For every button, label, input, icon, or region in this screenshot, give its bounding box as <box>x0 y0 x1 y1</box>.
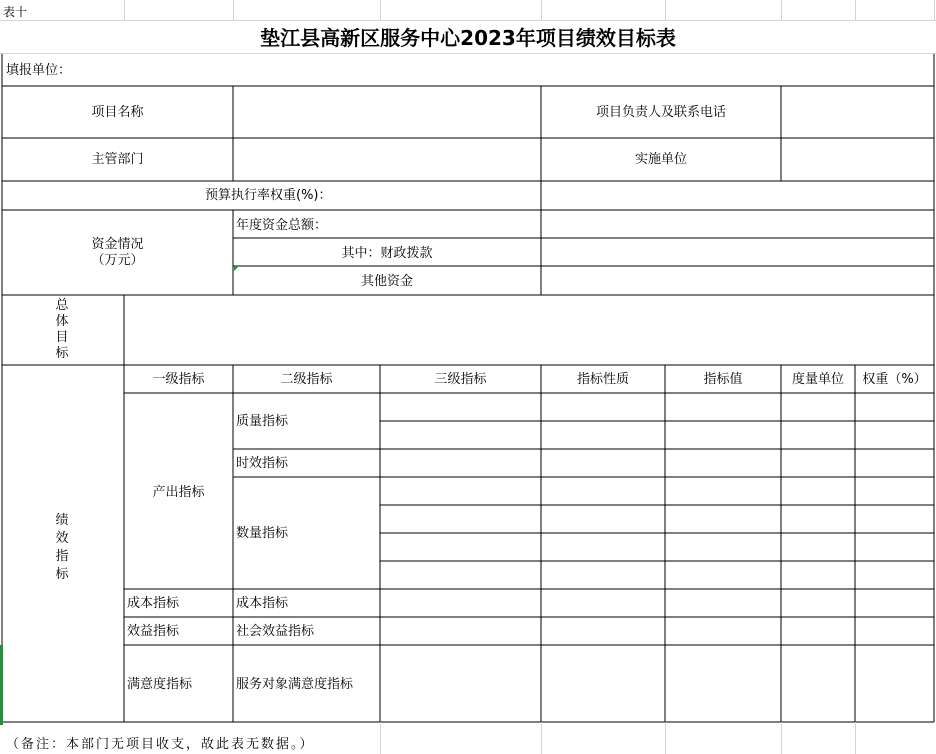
other-funds-label: 其他资金 <box>360 274 413 289</box>
level2-quantity: 数量指标 <box>236 526 289 541</box>
annual-total-label: 年度资金总额： <box>236 218 328 233</box>
level2-quality: 质量指标 <box>236 414 289 429</box>
fiscal-label: 其中：财政拨款 <box>341 246 433 261</box>
level2-timeliness: 时效指标 <box>236 456 289 471</box>
col-level1: 一级指标 <box>152 372 205 387</box>
cell-comment-mark <box>234 266 239 271</box>
gridline <box>781 722 782 754</box>
level2-cost: 成本指标 <box>236 596 289 611</box>
funds-label: 资金情况 （万元） <box>91 237 144 268</box>
col-weight: 权重（%） <box>862 372 927 387</box>
level1-cost: 成本指标 <box>127 596 180 611</box>
impl-unit-label: 实施单位 <box>634 152 687 167</box>
filler-unit-label: 填报单位： <box>6 63 72 78</box>
col-level3: 三级指标 <box>434 372 487 387</box>
gridline <box>855 722 856 754</box>
gridline <box>665 722 666 754</box>
page-title: 垫江县高新区服务中心2023年项目绩效目标表 <box>260 26 676 50</box>
col-value: 指标值 <box>703 372 743 387</box>
project-leader-label: 项目负责人及联系电话 <box>595 105 726 120</box>
project-name-label: 项目名称 <box>91 105 144 120</box>
gridline <box>380 722 381 754</box>
level2-service-satisfaction: 服务对象满意度指标 <box>236 677 354 692</box>
footnote: （备注：本部门无项目收支，故此表无数据。） <box>6 737 315 752</box>
corner-label: 表十 <box>3 5 28 19</box>
col-nature: 指标性质 <box>576 372 629 387</box>
col-unit: 度量单位 <box>791 372 844 387</box>
level1-satisfaction: 满意度指标 <box>127 677 193 692</box>
overall-goal-label: 总体目标 <box>55 298 69 361</box>
level2-social-benefit: 社会效益指标 <box>236 624 315 639</box>
dept-label: 主管部门 <box>91 152 144 167</box>
gridline <box>541 722 542 754</box>
col-level2: 二级指标 <box>280 372 333 387</box>
perf-label: 绩效指标 <box>55 513 69 582</box>
level1-benefit: 效益指标 <box>127 624 180 639</box>
level1-output: 产出指标 <box>152 485 205 500</box>
row-marker <box>0 645 3 725</box>
budget-weight-label: 预算执行率权重(%)： <box>205 188 332 203</box>
